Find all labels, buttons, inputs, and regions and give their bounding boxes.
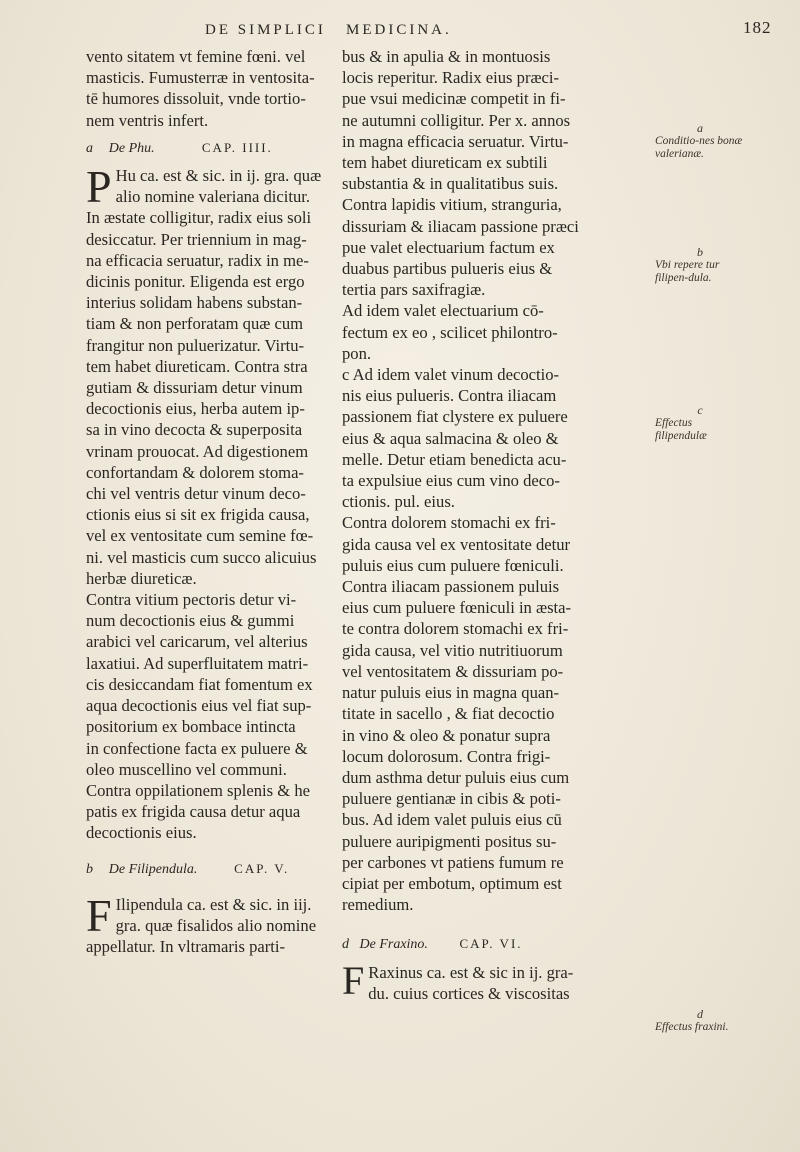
intro-paragraph	[86, 46, 344, 131]
text-line: Contra iliacam passionem puluis	[342, 577, 560, 597]
text-line: vrinam prouocat. Ad digestionem	[86, 441, 309, 461]
text-line: gida causa vel ex ventositate detur	[342, 534, 571, 554]
text-line: dicinis ponitur. Eligenda est ergo	[86, 272, 305, 292]
chapter-marker: d	[342, 937, 349, 953]
text-line: na efficacia seruatur, radix in me-	[86, 250, 309, 270]
filipendula-continued	[342, 46, 632, 915]
text-line: tē humores dissoluit, vnde tortio-	[86, 89, 306, 109]
marginal-marker: b	[697, 245, 703, 259]
chapter-label: CAP. V.	[234, 860, 290, 876]
text-line: desiccatur. Per triennium in mag-	[86, 229, 307, 249]
text-line: per carbones vt patiens fumum re	[342, 852, 564, 872]
text-line: decoctionis eius.	[86, 823, 197, 843]
text-line: Raxinus ca. est & sic in ij. gra-	[368, 962, 574, 982]
drop-cap: F	[86, 889, 112, 941]
text-line: Ad idem valet electuarium cō-	[342, 301, 544, 321]
text-line: eius cum puluere fœniculi in æsta-	[342, 598, 572, 618]
text-line: vento sitatem vt femine fœni. vel	[86, 47, 306, 66]
text-line: titate in sacello , & fiat decoctio	[342, 704, 555, 724]
chapter-marker: b	[86, 861, 93, 877]
marginal-marker: a	[697, 121, 703, 135]
text-line: num decoctionis eius & gummi	[86, 611, 295, 631]
text-line: locum dolorosum. Contra frigi-	[342, 746, 551, 766]
text-line: masticis. Fumusterræ in ventosita-	[86, 68, 315, 88]
text-line: te contra dolorem stomachi ex fri-	[342, 619, 569, 639]
text-line: ta expulsiue eius cum vino deco-	[342, 471, 560, 491]
text-line: In æstate colligitur, radix eius soli	[86, 208, 312, 228]
text-line: arabici vel caricarum, vel alterius	[86, 632, 308, 652]
phu-paragraph	[86, 161, 344, 844]
marginal-text: Vbi repere tur filipen-dula.	[655, 259, 720, 284]
text-line: pue valet electuarium factum ex	[342, 237, 555, 257]
marginal-note-ubi	[655, 246, 745, 285]
text-line: in vino & oleo & ponatur supra	[342, 725, 551, 745]
text-line: du. cuius cortices & viscositas	[368, 983, 570, 1003]
text-line: gida causa, vel vitio nutritiuorum	[342, 640, 563, 660]
text-line: remedium.	[342, 895, 414, 915]
chapter-label: CAP. VI.	[459, 936, 523, 952]
text-line: confortandam & dolorem stoma-	[86, 462, 304, 482]
text-line: gra. quæ fisalidos alio nomine	[115, 915, 317, 935]
text-line: vel ex ventositate cum semine fœ-	[86, 526, 314, 546]
header-left: DE SIMPLICI	[205, 22, 326, 38]
text-line: aqua decoctionis eius vel fiat sup-	[86, 696, 312, 716]
text-line: pue vsui medicinæ competit in fi-	[342, 89, 566, 109]
text-line: ctionis. pul. eius.	[342, 492, 455, 512]
text-line: herbæ diureticæ.	[86, 568, 197, 588]
text-line: nis eius pulueris. Contra iliacam	[342, 386, 557, 406]
text-line: puluis eius cum puluere fœniculi.	[342, 555, 564, 575]
drop-cap: P	[86, 161, 112, 213]
drop-cap: F	[342, 957, 365, 1003]
text-line: oleo muscellino vel communi.	[86, 759, 287, 779]
text-line: in confectione facta ex puluere &	[86, 738, 308, 758]
chapter-marker: a	[86, 140, 93, 156]
marginal-note-conditiones	[655, 122, 745, 161]
right-column	[342, 46, 632, 1004]
fraxinus-paragraph	[342, 957, 632, 1004]
text-line: tertia pars saxifragiæ.	[342, 280, 486, 300]
text-line: gutiam & dissuriam detur vinum	[86, 378, 303, 398]
text-line: interius solidam habens substan-	[86, 293, 303, 313]
text-line: pon.	[342, 343, 372, 363]
header-right: MEDICINA.	[346, 22, 452, 38]
text-line: frangitur non puluerizatur. Virtu-	[86, 335, 305, 355]
text-line: appellatur. In vltramaris parti-	[86, 937, 286, 957]
text-line: Ilipendula ca. est & sic. in iij.	[115, 894, 312, 914]
chapter-heading-filipendula	[86, 858, 344, 880]
marginal-marker: c	[697, 403, 703, 417]
chapter-heading-fraxinus	[342, 933, 632, 955]
text-line: puluere auripigmenti positus su-	[342, 831, 557, 851]
marginal-text: Effectus filipendulæ	[655, 417, 707, 442]
text-line: nem ventris infert.	[86, 110, 209, 130]
chapter-title: De Fraxino.	[359, 937, 428, 953]
text-line: tem habet diureticam. Contra stra	[86, 356, 308, 376]
text-line: Contra dolorem stomachi ex fri-	[342, 513, 556, 533]
text-line: patis ex frigida causa detur aqua	[86, 802, 301, 822]
text-line: cis desiccandam fiat fomentum ex	[86, 674, 313, 694]
text-line: Contra lapidis vitium, stranguria,	[342, 195, 562, 215]
text-line: in magna efficacia seruatur. Virtu-	[342, 131, 569, 151]
text-line: Hu ca. est & sic. in ij. gra. quæ	[115, 166, 322, 186]
text-line: eius & aqua salmacina & oleo &	[342, 428, 559, 448]
text-line: chi vel ventris detur vinum deco-	[86, 484, 306, 504]
text-line: cipiat per embotum, optimum est	[342, 873, 562, 893]
text-line: Contra oppilationem splenis & he	[86, 780, 310, 800]
text-line: tem habet diureticam ex subtili	[342, 153, 548, 173]
text-line: laxatiui. Ad superfluitatem matri-	[86, 653, 309, 673]
marginal-note-effectus-fraxini	[655, 1008, 745, 1034]
chapter-title: De Phu.	[108, 140, 155, 156]
text-line: ctionis eius si sit ex frigida causa,	[86, 505, 310, 525]
marginal-text: Conditio-nes bonæ valerianæ.	[655, 135, 743, 160]
text-line: natur puluis eius in magna quan-	[342, 683, 560, 703]
page-number: 182	[743, 18, 772, 37]
chapter-heading-phu	[86, 137, 344, 159]
text-line: positorium ex bombace intincta	[86, 717, 296, 737]
text-line: dum asthma detur puluis eius cum	[342, 767, 570, 787]
marginal-text: Effectus fraxini.	[655, 1021, 729, 1033]
filipendula-paragraph	[86, 889, 344, 958]
marginal-marker: d	[697, 1007, 703, 1021]
text-line: locis reperitur. Radix eius præci-	[342, 68, 560, 88]
text-line: fectum ex eo , scilicet philontro-	[342, 322, 558, 342]
text-line: sa in vino decocta & superposita	[86, 420, 303, 440]
text-line: decoctionis eius, herba autem ip-	[86, 399, 305, 419]
marginal-note-effectus-filipendulae	[655, 404, 745, 443]
text-line: alio nomine valeriana dicitur.	[115, 187, 311, 207]
text-line: ne autumni colligitur. Per x. annos	[342, 110, 571, 130]
text-line: bus. Ad idem valet puluis eius cū	[342, 810, 562, 830]
left-column	[86, 46, 344, 957]
text-line: melle. Detur etiam benedicta acu-	[342, 449, 567, 469]
text-line: ni. vel masticis cum succo alicuius	[86, 547, 317, 567]
running-header	[0, 18, 800, 48]
text-line: c Ad idem valet vinum decoctio-	[342, 365, 560, 385]
chapter-label: CAP. IIII.	[201, 139, 273, 155]
text-line: substantia & in qualitatibus suis.	[342, 174, 559, 194]
text-line: tiam & non perforatam quæ cum	[86, 314, 304, 334]
text-line: duabus partibus pulueris eius &	[342, 259, 553, 279]
text-line: vel ventositatem & dissuriam po-	[342, 661, 564, 681]
text-line: bus & in apulia & in montuosis	[342, 47, 551, 66]
chapter-title: De Filipendula.	[108, 861, 198, 877]
text-line: puluere gentianæ in cibis & poti-	[342, 789, 561, 809]
text-line: dissuriam & iliacam passione præci	[342, 216, 579, 236]
text-line: Contra vitium pectoris detur vi-	[86, 590, 297, 610]
text-line: passionem fiat clystere ex puluere	[342, 407, 568, 427]
